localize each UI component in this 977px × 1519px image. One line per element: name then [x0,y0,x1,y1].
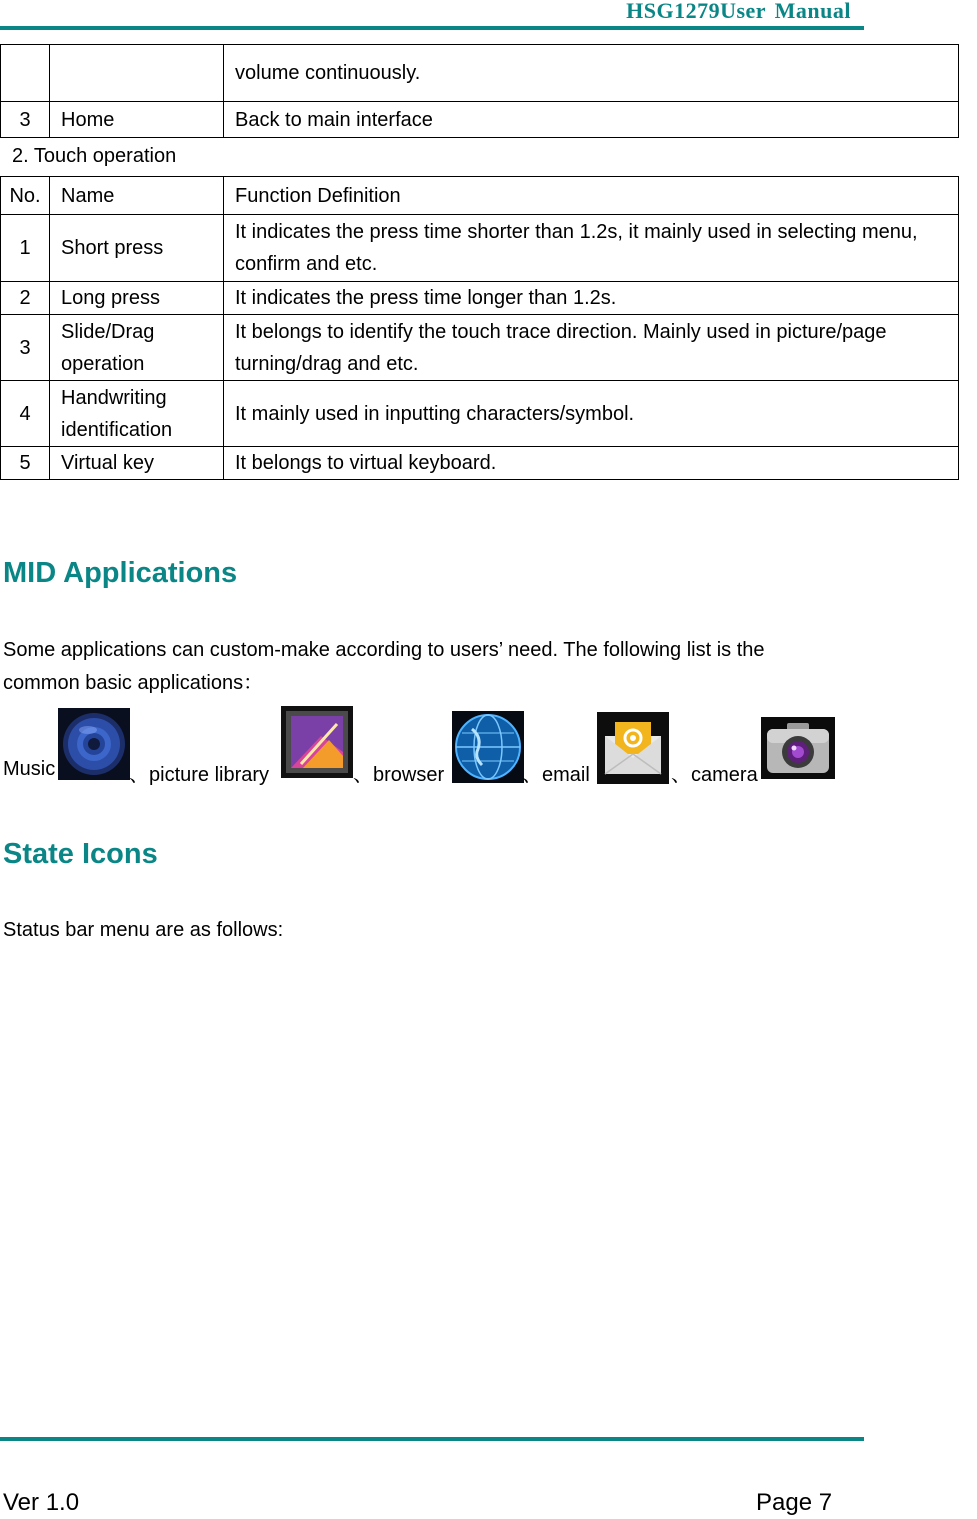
app-label-picture-library: 、picture library [129,764,270,786]
camera-icon [761,717,835,779]
table-row [1,282,959,315]
mid-applications-intro [3,634,863,700]
table-row [1,215,959,282]
cell-no: 2 [1,282,50,315]
cell-no: 3 [1,102,50,138]
cell-name [50,381,224,447]
key-table-continued [0,44,959,138]
cell-def: It indicates the press time longer than 1.2s. [224,282,959,315]
header-def: Function Definition [224,177,959,215]
touch-operation-table [0,176,959,480]
cell-no: 3 [1,315,50,381]
cell-def: It mainly used in inputting characters/symbol. [224,381,959,447]
cell-name-line: Slide/Drag [61,320,155,343]
cell-no: 4 [1,381,50,447]
cell-name-line: operation [61,352,145,375]
state-icons-heading: State Icons [3,838,158,870]
cell-no: 5 [1,447,50,480]
status-bar-text: Status bar menu are as follows: [3,919,284,941]
cell-name [50,315,224,381]
table-row [1,102,959,138]
picture-library-icon [281,706,353,778]
cell-def: It belongs to virtual keyboard. [224,447,959,480]
cell-name: Short press [50,215,224,282]
cell-name: Long press [50,282,224,315]
header-rule [0,26,864,30]
cell-def: It indicates the press time shorter than 1.2s, it mainly used in selecting menu, confirm and etc. [224,215,959,282]
cell-name: Home [50,102,224,138]
cell-def: It belongs to identify the touch trace direction. Mainly used in picture/page turning/drag and etc. [224,315,959,381]
cell-no [1,45,50,102]
table-row [1,381,959,447]
app-label-browser: 、browser [353,764,445,786]
email-envelope-icon [597,712,669,784]
cell-name-line: Handwriting [61,386,167,409]
table-row [1,315,959,381]
version-label: Ver 1.0 [3,1489,80,1516]
manual-title: HSG1279User Manual [626,0,851,23]
cell-def: volume continuously. [224,45,959,102]
cell-name: Virtual key [50,447,224,480]
table-row [1,447,959,480]
footer-rule [0,1437,864,1441]
mid-applications-heading: MID Applications [3,557,238,589]
table-header-row [1,177,959,215]
header-no: No. [1,177,50,215]
cell-no: 1 [1,215,50,282]
touch-operation-heading: 2. Touch operation [12,145,177,167]
page-number: Page 7 [756,1489,833,1516]
table-row [1,45,959,102]
intro-line: Some applications can custom-make according to users’ need. The following list is the [3,639,765,661]
app-label-music: Music [3,758,56,780]
browser-globe-icon [452,711,524,783]
app-label-email: 、email [522,764,590,786]
cell-name [50,45,224,102]
intro-line: common basic applications： [3,672,264,694]
music-speaker-icon [58,708,130,780]
cell-def: Back to main interface [224,102,959,138]
header-name: Name [50,177,224,215]
app-label-camera: 、camera [671,764,758,786]
cell-name-line: identification [61,418,173,441]
